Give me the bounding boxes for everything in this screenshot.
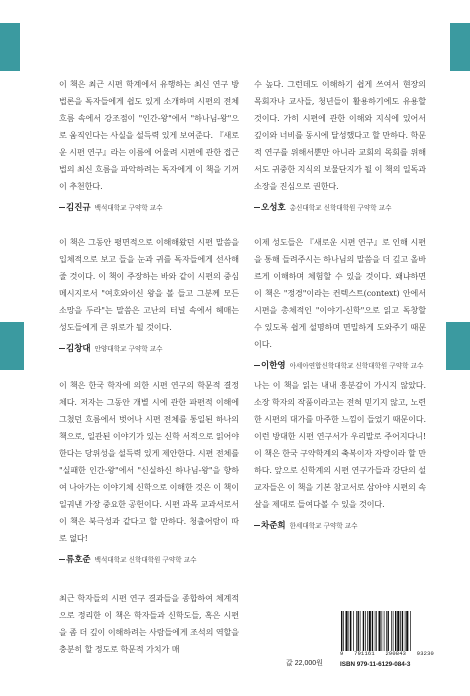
barcode-bar [363,611,364,651]
isbn-barcode [340,611,434,651]
barcode-digit-group: 791161 [354,651,375,657]
endorsement-block [59,76,239,213]
barcode-bar [379,611,381,651]
barcode-bar [393,611,394,651]
endorser-affiliation: 아세아연합신학대학교 신학대학원 구약학 교수 [289,362,424,370]
barcode-bar [405,611,406,651]
endorser-name: 차준희 [261,521,286,531]
decorative-band [450,23,470,71]
endorsement-text: 수 높다. 그런데도 이해하기 쉽게 쓰여서 현장의 목회자나 교사들, 청년들이 활용하기에도 유용할 것이다. 가히 시편에 관한 이해와 지식에 있어서 깊이와 너비를 동시에 달성했다고 할 만하다. 학문적 연구를 위해서뿐만 아니라 교회의 목회를 위해서도 귀중한 지식의 보물단지가 될 이 책의 일독과 소장을 진심으로 권한다. [254,79,426,191]
barcode-bar [358,611,359,651]
decorative-band [0,23,20,71]
barcode-bar [353,611,354,651]
signature-dash [254,207,260,208]
endorser-affiliation: 백석대학교 신학대학원 구약학 교수 [94,556,197,564]
endorser-affiliation: 안양대학교 구약학 교수 [94,345,163,353]
intro-block [59,590,239,658]
barcode-bar [400,611,401,651]
decorative-band [446,322,470,370]
barcode-bar [395,611,396,651]
barcode-bar [343,611,344,651]
signature-dash [59,207,65,208]
price-label: 값 22,000원 [286,660,323,667]
endorser-signature [254,519,426,531]
endorsement-block [254,234,426,371]
signature-dash [59,348,65,349]
endorsement-text: 이 책은 최근 시편 학계에서 유행하는 최신 연구 방법론을 독자들에게 쉽도 있게 소개하며 시편의 전체 흐름 속에서 강조점이 "인간-왕"에서 "하나님-왕"으로 움직인다는 사실을 설득력 있게 보여준다. 『새로운 시편 연구』라는 이름에 어울려 시편에 관한 접근법의 최신 흐름을 파악하려는 독자에게 이 책을 기꺼이 추천한다. [59,79,239,191]
barcode-bar [388,611,389,651]
barcode-bar [375,611,376,651]
endorser-name: 오성호 [261,203,286,213]
barcode-bar [397,611,399,651]
endorser-signature [59,553,239,565]
endorsement-block [254,377,426,531]
barcode-digits [340,651,434,657]
barcode-bar [349,611,350,651]
barcode-bar [406,611,408,651]
endorser-name: 김창대 [66,344,91,354]
endorsement-block [59,377,239,565]
signature-dash [254,365,260,366]
barcode-bar [356,611,357,651]
endorser-name: 김진규 [66,203,91,213]
barcode-bar [391,611,392,651]
endorser-signature [254,359,426,371]
barcode-bar [402,611,403,651]
endorser-signature [59,201,239,213]
endorser-affiliation: 백석대학교 구약학 교수 [94,204,163,212]
signature-dash [254,525,260,526]
endorsement-block [254,76,426,213]
barcode-bar [369,611,371,651]
isbn-label: ISBN 979-11-6129-084-3 [340,661,411,668]
endorsement-text: 나는 이 책을 읽는 내내 흥분감이 가시지 않았다. 소장 학자의 작품이라고는 전혀 믿기지 않고, 노련한 시편의 대가를 마주한 느낌이 들었기 때문이다. 이런 방대한 시편 연구서가 우리말로 주어지다니! 이 책은 한국 구약학계의 축복이자 자랑이라 할 만하다. 앞으로 신학계의 시편 연구가들과 강단의 설교자들은 이 책을 기본 참고서로 삼아야 시편의 속살을 제대로 들여다볼 수 있을 것이다. [254,380,426,509]
barcode-bar [372,611,373,651]
barcode-digit-group: 290843 [385,651,407,657]
endorsement-text: 이제 성도들은 『새로운 시편 연구』로 인해 시편을 통해 들려주시는 하나님의 말씀을 더 깊고 올바르게 이해하며 체험할 수 있을 것이다. 왜냐하면 이 책은 "정경"이라는 컨텍스트(context) 안에서 시편을 총체적인 "이야기-신학"으로 읽고 독창할 수 있도록 쉽게 설명하며 면밀하게 도와주기 때문이다. [254,237,426,349]
endorsement-block [59,234,239,354]
intro-text: 최근 학자들의 시편 연구 결과들을 종합하여 체계적으로 정리한 이 책은 학자들과 신학도들, 혹은 시편을 좀 더 깊이 이해하려는 사람들에게 조석의 역할을 충분히 할 정도로 학문적 가치가 매 [59,593,239,654]
endorser-affiliation: 총신대학교 신학대학원 구약학 교수 [289,204,392,212]
barcode-digit-group: 93230 [416,651,434,657]
endorser-name: 류호준 [66,555,91,565]
barcode-bar [346,611,348,651]
barcode-digit-group: 9 [340,651,344,657]
endorser-signature [254,201,426,213]
endorsement-text: 이 책은 그동안 평면적으로 이해해왔던 시편 말씀을 입체적으로 보고 들을 눈과 귀를 독자들에게 선사해줄 것이다. 이 책이 주장하는 바와 같이 시편의 중심 메시지로서 "여호와이신 왕을 볼 들고 그분께 모든 소망을 두라"는 말씀은 고난의 터널 속에서 헤매는 성도들에게 큰 위로가 될 것이다. [59,237,239,332]
barcode-bar [341,611,342,651]
endorser-affiliation: 한세대학교 구약학 교수 [289,522,358,530]
barcode-bar [350,611,351,651]
barcode-bar [384,611,385,651]
endorser-name: 이한영 [261,361,286,371]
endorser-signature [59,342,239,354]
endorsement-text: 이 책은 한국 학자에 의한 시편 연구의 학문적 결정체다. 저자는 그동안 개별 시에 관한 파편적 이해에 그쳤던 흐름에서 벗어나 시편 전체를 통일된 하나의 책으로, 일관된 이야기가 있는 신학 서적으로 읽어야 한다는 당위성을 설득력 있게 제안한다. 시편 전체를 "실패한 인간-왕"에서 "신실하신 하나님-왕"을 향하여 나아가는 이야기체 신학으로 이해한 것은 이 책이 일궈낸 가장 중요한 공헌이다. 시편 과목 교과서로서 이 책은 북극성과 같다고 할 만하다. 청출어람이 따로 없다! [59,380,239,543]
barcode-bar [386,611,387,651]
barcode-bar [382,611,383,651]
barcode-bar [367,611,368,651]
decorative-band [0,322,24,370]
barcode-bar [365,611,366,651]
signature-dash [59,559,65,560]
barcode-bar [376,611,377,651]
barcode-bar [360,611,361,651]
barcode-bar [410,611,411,651]
